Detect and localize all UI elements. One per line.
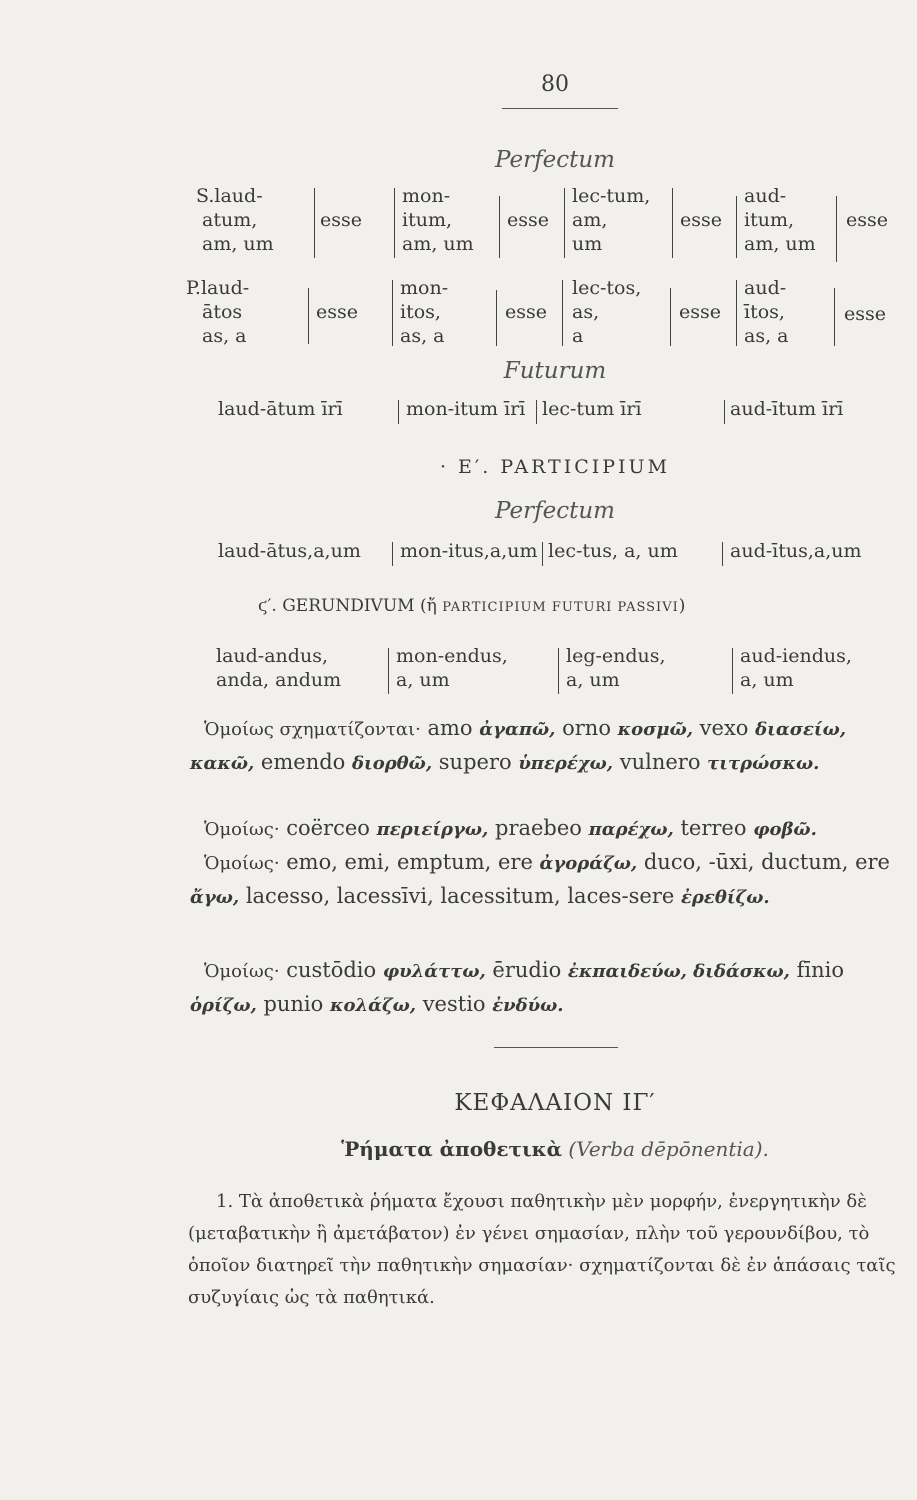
plural-aux-2: esse bbox=[505, 301, 547, 323]
chapter-subtitle: Ῥήματα ἀποθετικὰ (Verba dēpōnentia). bbox=[341, 1137, 769, 1161]
futurum-cell-1: laud-ātum īrī bbox=[218, 398, 343, 420]
plural-prefix: P. bbox=[186, 277, 201, 299]
singular-col-3: lec-tum, am, um bbox=[572, 185, 651, 255]
participium-cell-3: lec-tus, a, um bbox=[548, 540, 678, 562]
gerundivum-col-4: aud-iendus, a, um bbox=[740, 645, 852, 691]
singular-aux-1: esse bbox=[320, 209, 362, 231]
futurum-cell-3: lec-tum īrī bbox=[542, 398, 642, 420]
plural-aux-3: esse bbox=[679, 301, 721, 323]
futurum-cell-2: mon-itum īrī bbox=[406, 398, 526, 420]
singular-col-4: aud- itum, am, um bbox=[744, 185, 816, 255]
singular-aux-4: esse bbox=[846, 209, 888, 231]
plural-aux-1: esse bbox=[316, 301, 358, 323]
singular-col-1: S.laud- atum, am, um bbox=[196, 185, 274, 255]
plural-col-1: P.laud- ātos as, a bbox=[186, 277, 250, 347]
gerundivum-col-2: mon-endus, a, um bbox=[396, 645, 508, 691]
participium-cell-2: mon-itus,a,um bbox=[400, 540, 538, 562]
plural-col-4: aud- ītos, as, a bbox=[744, 277, 789, 347]
section-divider bbox=[494, 1047, 618, 1048]
participium-perfectum-heading: Perfectum bbox=[495, 498, 615, 524]
gerundivum-col-3: leg-endus, a, um bbox=[566, 645, 666, 691]
singular-aux-3: esse bbox=[680, 209, 722, 231]
futurum-cell-4: aud-ītum īrī bbox=[730, 398, 844, 420]
singular-prefix: S. bbox=[196, 185, 215, 207]
participium-cell-4: aud-ītus,a,um bbox=[730, 540, 862, 562]
singular-aux-2: esse bbox=[507, 209, 549, 231]
gerundivum-col-1: laud-andus, anda, andum bbox=[216, 645, 342, 691]
paragraph-1: Ὁμοίως σχηματίζονται· amo ἀγαπῶ, orno κοσμῶ, vexo διασείω, κακῶ, emendo διορθῶ, supero ὑπερέχω, vulnero τιτρώσκω. bbox=[190, 716, 847, 774]
page-number: 80 bbox=[541, 72, 569, 97]
page-number-rule bbox=[502, 108, 618, 109]
paragraph-2: Ὁμοίως· coërceo περιείργω, praebeo παρέχω, terreo φοβῶ. bbox=[204, 816, 817, 840]
participium-label: · E′. PARTICIPIUM bbox=[439, 456, 671, 478]
participium-cell-1: laud-ātus,a,um bbox=[218, 540, 361, 562]
paragraph-4: Ὁμοίως· custōdio φυλάττω, ērudio ἐκπαιδεύω, διδάσκω, fīnio ὁρίζω, punio κολάζω, vestio ἐνδύω. bbox=[190, 958, 844, 1016]
paragraph-3: Ὁμοίως· emo, emi, emptum, ere ἀγοράζω, duco, -ūxi, ductum, ere ἄγω, lacesso, lacessīvi, lacessitum, laces-sere ἐρεθίζω. bbox=[190, 850, 890, 908]
plural-col-2: mon- itos, as, a bbox=[400, 277, 449, 347]
chapter-title: ΚΕΦΑΛΑΙΟΝ ΙΓ′ bbox=[454, 1090, 656, 1116]
plural-col-3: lec-tos, as, a bbox=[572, 277, 642, 347]
body-paragraph: 1. Τὰ ἀποθετικὰ ῥήματα ἔχουσι παθητικὴν μὲν μορφήν, ἐνεργητικὴν δὲ (μεταβατικὴν ἢ ἀμετάβατον) ἐν γένει σημασίαν, πλὴν τοῦ γερουνδίβου, τὸ ὁποῖον διατηρεῖ τὴν παθητικὴν σημασίαν· σχηματίζονται δὲ ἐν ἁπάσαις ταῖς συζυγίαις ὡς τὰ παθητικά. bbox=[188, 1191, 896, 1308]
futurum-heading: Futurum bbox=[503, 358, 607, 384]
gerundivum-label: ϛ′. GERUNDIVUM (ἤ PARTICIPIUM FUTURI PASSIVI) bbox=[258, 596, 686, 616]
plural-aux-4: esse bbox=[844, 303, 886, 325]
perfectum-heading: Perfectum bbox=[495, 147, 615, 173]
singular-col-2: mon- itum, am, um bbox=[402, 185, 474, 255]
